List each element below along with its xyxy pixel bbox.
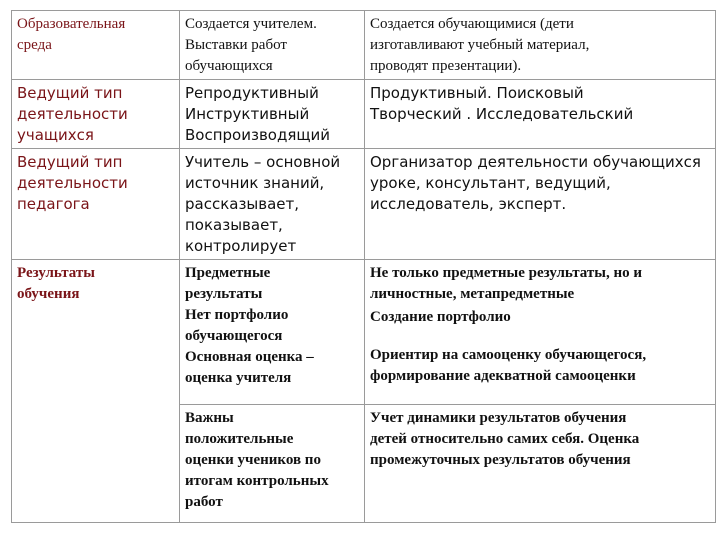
teacher-cell-student-activity [180,80,365,149]
row-label-text: Образовательная среда [17,16,126,53]
table-row [12,149,716,260]
row-label-results [12,260,180,523]
row-label-teacher-activity [12,149,180,260]
teacher-cell-environment [180,11,365,80]
student-cell-results [365,260,716,405]
row-label-text: Результаты обучения [17,265,95,302]
cell-text: Создается обучающимися (дети изготавливают учебный материал, проводят презентации). [370,16,590,74]
student-cell-environment [365,11,716,80]
cell-text: Репродуктивный Инструктивный Воспроизводящий [185,84,330,144]
cell-text: Учитель – основной источник знаний, рассказывает, показывает, контролирует [185,153,341,255]
student-cell-student-activity [365,80,716,149]
cell-text: Создается учителем. Выставки работ обучающихся [185,16,317,74]
cell-text: Создание портфолио [370,309,511,325]
teacher-cell-results [180,260,365,405]
cell-text: Организатор деятельности обучающихся уроке, консультант, ведущий, исследователь, эксперт. [370,153,701,213]
cell-text: Учет динамики результатов обучения детей относительно самих себя. Оценка промежуточных результатов обучения [370,410,640,468]
row-label-environment [12,11,180,80]
row-label-text: Ведущий тип деятельности учащихся [17,84,128,144]
cell-text: Нет портфолио обучающегося [185,307,289,344]
table-row [12,11,716,80]
student-cell-teacher-activity [365,149,716,260]
cell-text: Ориентир на самооценку обучающегося, формирование адекватной самооценки [370,347,647,384]
cell-text: Важны положительные оценки учеников по итогам контрольных работ [185,410,329,510]
teacher-cell-teacher-activity [180,149,365,260]
cell-text: Предметные результаты [185,265,271,302]
student-cell-assessment [365,405,716,523]
table-row [12,80,716,149]
table-row [12,260,716,405]
row-label-student-activity [12,80,180,149]
row-label-text: Ведущий тип деятельности педагога [17,153,128,213]
cell-text: Не только предметные результаты, но и личностные, метапредметные [370,265,643,302]
cell-text: Основная оценка – оценка учителя [185,349,314,386]
comparison-table [11,10,716,523]
teacher-cell-assessment [180,405,365,523]
cell-text: Продуктивный. Поисковый Творческий . Исследовательский [370,84,634,123]
